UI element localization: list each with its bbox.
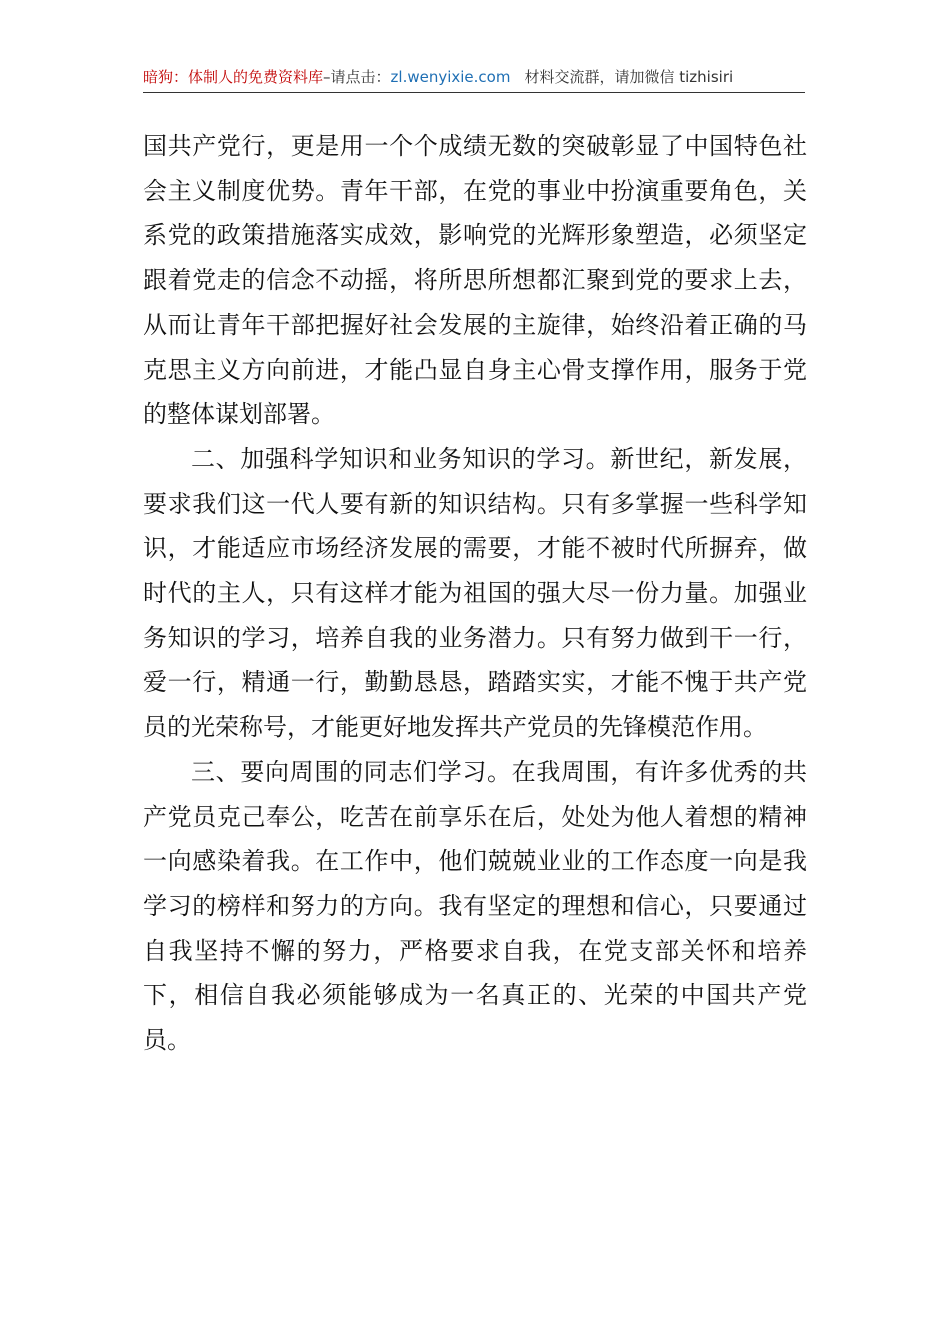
- header-link[interactable]: zl.wenyixie.com: [390, 68, 511, 86]
- header-prompt: –请点击：: [323, 68, 391, 86]
- header-brand: 暗狗：体制人的免费资料库: [143, 68, 324, 86]
- paragraph-continuation: 国共产党行，更是用一个个成绩无数的突破彰显了中国特色社会主义制度优势。青年干部，在党的事业中扮演重要角色，关系党的政策措施落实成效，影响党的光辉形象塑造，必须坚定跟着党走的信念不动摇，将所思所想都汇聚到党的要求上去，从而让青年干部把握好社会发展的主旋律，始终沿着正确的马克思主义方向前进，才能凸显自身主心骨支撑作用，服务于党的整体谋划部署。: [143, 132, 807, 429]
- paragraph-section-three: 三、要向周围的同志们学习。在我周围，有许多优秀的共产党员克己奉公，吃苦在前享乐在后，处处为他人着想的精神一向感染着我。在工作中，他们兢兢业业的工作态度一向是我学习的榜样和努力的方向。我有坚定的理想和信心，只要通过自我坚持不懈的努力，严格要求自我，在党支部关怀和培养下，相信自我必须能够成为一名真正的、光荣的中国共产党员。: [143, 757, 807, 1055]
- paragraph-section-two: 二、加强科学知识和业务知识的学习。新世纪，新发展，要求我们这一代人要有新的知识结构。只有多掌握一些科学知识，才能适应市场经济发展的需要，才能不被时代所摒弃，做时代的主人，只有这样才能为祖国的强大尽一份力量。加强业务知识的学习，培养自我的业务潜力。只有努力做到干一行，爱一行，精通一行，勤勤恳恳，踏踏实实，才能不愧于共产党员的光荣称号，才能更好地发挥共产党员的先锋模范作用。: [143, 444, 807, 742]
- document-body: [143, 124, 807, 1063]
- header-group-info: 材料交流群，请加微信 tizhisiri: [524, 68, 734, 86]
- page-header: [143, 66, 805, 93]
